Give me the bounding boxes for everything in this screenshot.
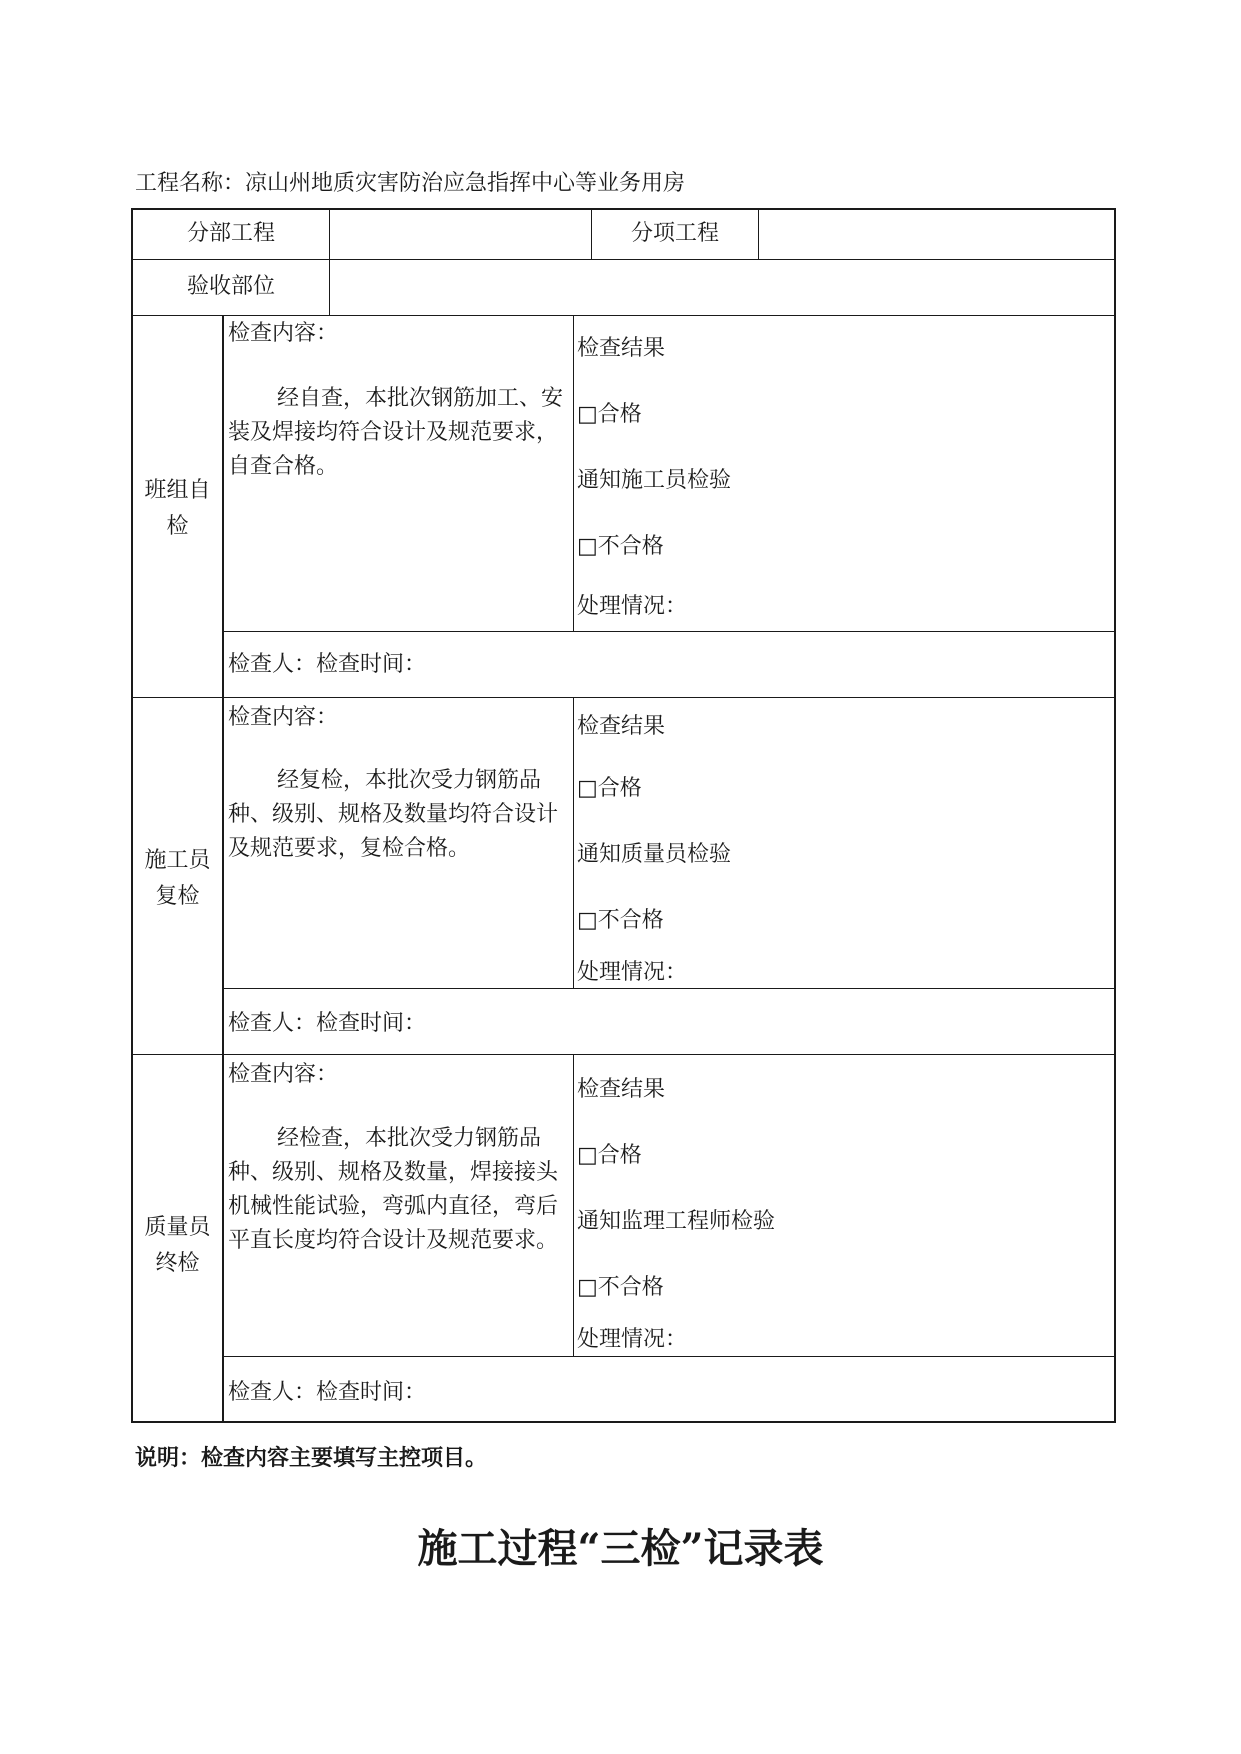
result-label: 检查结果 bbox=[577, 1077, 666, 1102]
sub-item-label: 分项工程 bbox=[630, 221, 719, 246]
handling-label: 处理情况： bbox=[577, 1327, 688, 1352]
content-label: 检查内容： bbox=[228, 705, 339, 730]
inspector-line bbox=[228, 1007, 426, 1041]
notify-text: 通知监理工程师检验 bbox=[577, 1209, 776, 1234]
inspection-time-label: 检查时间： bbox=[316, 1011, 427, 1036]
result-label: 检查结果 bbox=[577, 336, 666, 361]
content-text: 经自查，本批次钢筋加工、安装及焊接均符合设计及规范要求，自查合格。 bbox=[228, 386, 564, 479]
handling-label: 处理情况： bbox=[577, 594, 688, 619]
content-text: 经复检，本批次受力钢筋品种、级别、规格及数量均符合设计及规范要求，复检合格。 bbox=[228, 768, 559, 861]
fail-checkbox[interactable]: □不合格 bbox=[577, 1275, 664, 1300]
inspector-label: 检查人： bbox=[228, 1011, 317, 1036]
content-label: 检查内容： bbox=[228, 1062, 339, 1087]
page-title: 施工过程“三检”记录表 bbox=[417, 1525, 824, 1572]
fail-checkbox[interactable]: □不合格 bbox=[577, 908, 664, 933]
inspector-line bbox=[228, 1376, 426, 1410]
acceptance-label: 验收部位 bbox=[186, 274, 275, 299]
inspector-label: 检查人： bbox=[228, 1380, 317, 1405]
role-quality-final-check: 质量员 终检 bbox=[144, 1215, 211, 1276]
role-team-self-check: 班组自 检 bbox=[144, 478, 211, 539]
content-text: 经检查，本批次受力钢筋品种、级别、规格及数量，焊接接头机械性能试验，弯弧内直径，弯后平直长度均符合设计及规范要求。 bbox=[228, 1126, 559, 1253]
pass-checkbox[interactable]: □合格 bbox=[577, 776, 642, 801]
project-name: 凉山州地质灾害防治应急指挥中心等业务用房 bbox=[245, 171, 686, 196]
inspection-time-label: 检查时间： bbox=[316, 1380, 427, 1405]
content-label: 检查内容： bbox=[228, 321, 339, 346]
inspector-line bbox=[228, 648, 426, 682]
inspector-label: 检查人： bbox=[228, 652, 317, 677]
result-label: 检查结果 bbox=[577, 714, 666, 739]
inspection-time-label: 检查时间： bbox=[316, 652, 427, 677]
role-constructor-recheck: 施工员 复检 bbox=[144, 848, 211, 909]
project-line bbox=[135, 167, 685, 201]
handling-label: 处理情况： bbox=[577, 960, 688, 985]
pass-checkbox[interactable]: □合格 bbox=[577, 402, 642, 427]
notify-text: 通知施工员检验 bbox=[577, 468, 732, 493]
fail-checkbox[interactable]: □不合格 bbox=[577, 534, 664, 559]
pass-checkbox[interactable]: □合格 bbox=[577, 1143, 642, 1168]
sub-project-label: 分部工程 bbox=[186, 221, 275, 246]
note-text: 说明：检查内容主要填写主控项目。 bbox=[135, 1445, 488, 1471]
notify-text: 通知质量员检验 bbox=[577, 842, 732, 867]
project-label: 工程名称： bbox=[135, 171, 246, 196]
